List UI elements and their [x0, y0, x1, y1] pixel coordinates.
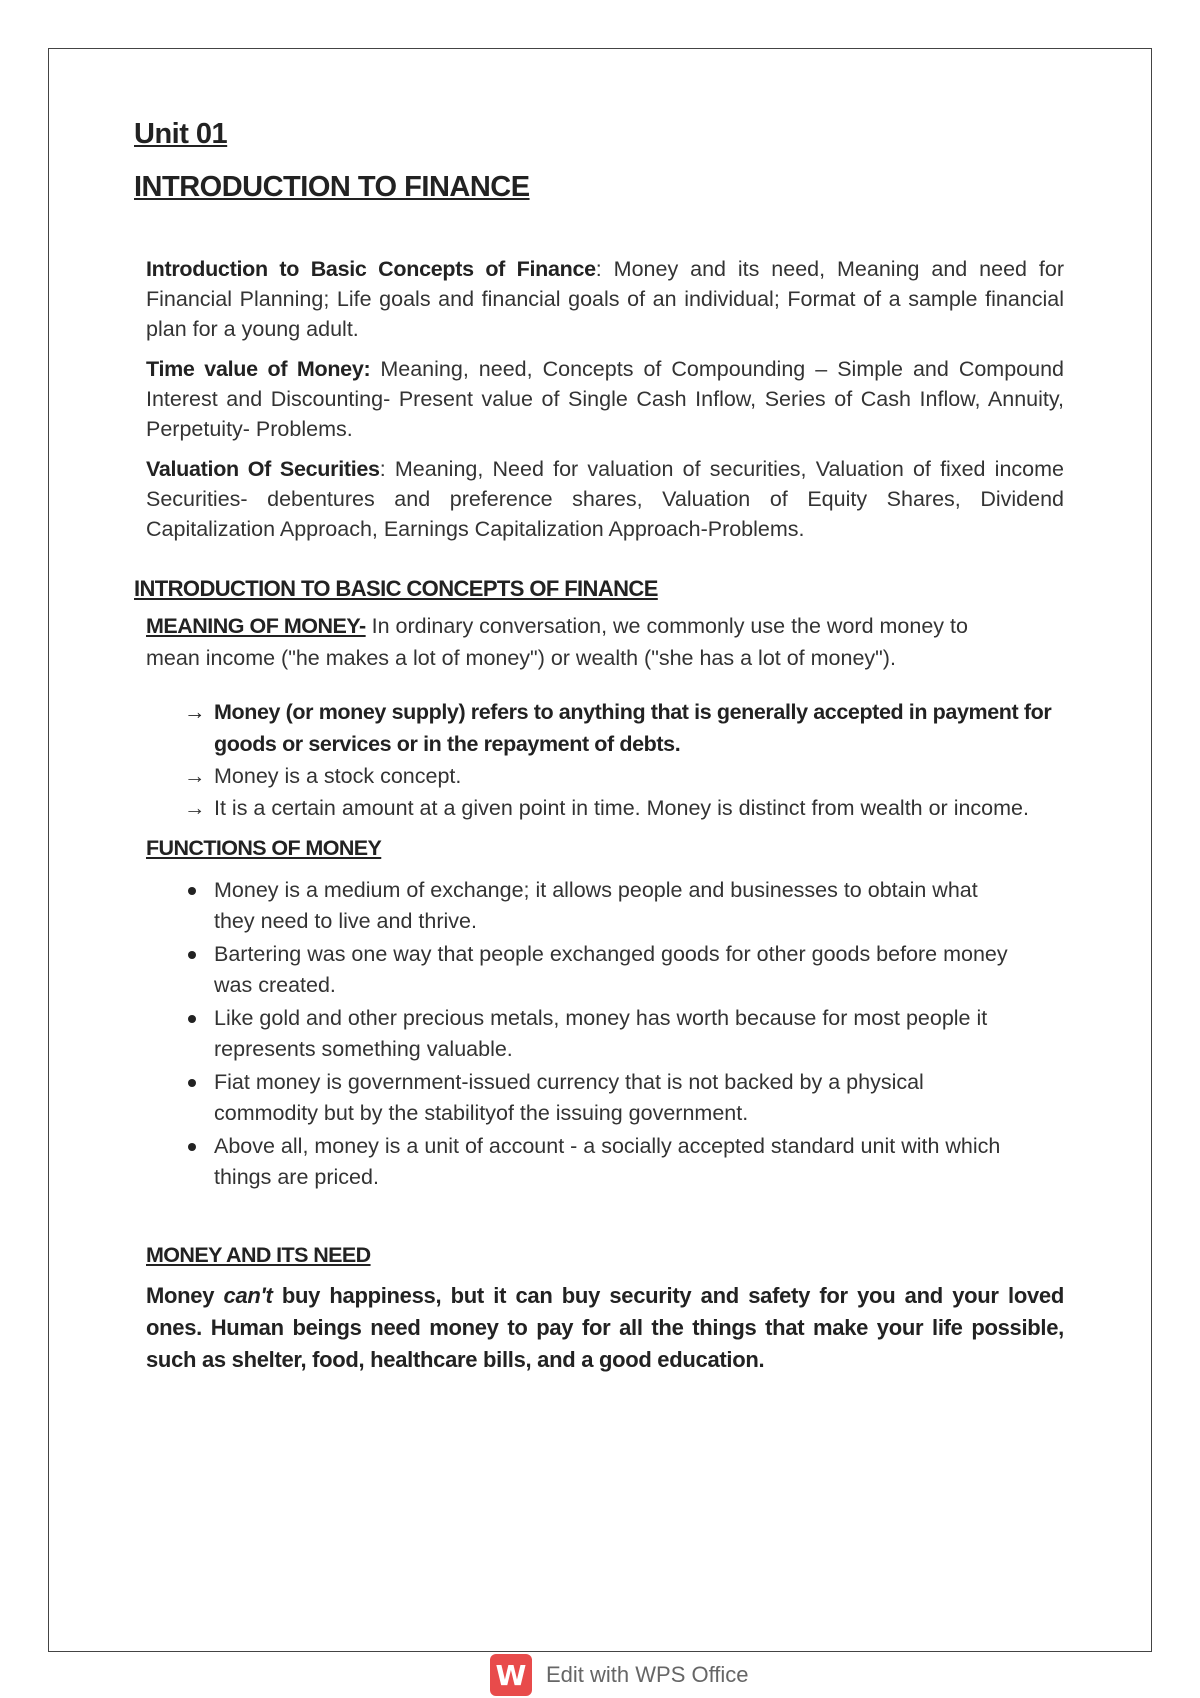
list-item	[184, 939, 1014, 1001]
need-text-italic: can't	[223, 1282, 273, 1308]
syllabus-heading: Time value of Money:	[146, 357, 371, 381]
syllabus-text: : Meaning, Need for valuation of securities, Valuation of fixed income Securities- debentures and preference shares, Valuation of Equity Shares, Dividend Capitalization Approach, Earnings Capitalization Approach-Problems.	[146, 457, 1064, 541]
syllabus-text: Meaning, need, Concepts of Compounding – Simple and Compound Interest and Discounting- Present value of Single Cash Inflow, Series of Cash Inflow, Annuity, Perpetuity- Problems.	[146, 357, 1065, 441]
point-text: Money (or money supply) refers to anything that is generally accepted in payment for goods or services or in the repayment of debts.	[214, 699, 1052, 756]
meaning-heading: MEANING OF MONEY-	[146, 614, 366, 638]
function-text: Fiat money is government-issued currency that is not backed by a physical commodity but by the stabilityof the issuing government.	[214, 1069, 924, 1125]
function-text: Like gold and other precious metals, money has worth because for most people it represents something valuable.	[214, 1005, 988, 1061]
arrow-right-icon: →	[184, 699, 206, 724]
wps-logo-icon[interactable]: W	[490, 1654, 532, 1696]
bullet-icon	[188, 1015, 196, 1023]
need-title: MONEY AND ITS NEED	[146, 1242, 371, 1267]
syllabus-heading: Valuation Of Securities	[146, 457, 380, 481]
syllabus	[146, 254, 1064, 544]
wps-footer[interactable]	[490, 1653, 749, 1697]
need-text-rest: buy happiness, but it can buy security and safety for you and your loved ones. Human beings need money to pay for all the things that make your life possible, such as shelter, food, healthcare bills, and a good education.	[146, 1282, 1064, 1372]
syllabus-paragraph	[146, 254, 1064, 344]
functions-title: FUNCTIONS OF MONEY	[146, 835, 382, 860]
point-text: Money is a stock concept.	[214, 763, 462, 788]
meaning-paragraph	[146, 610, 1026, 674]
arrow-right-icon: →	[184, 763, 206, 788]
function-text: Above all, money is a unit of account - a socially accepted standard unit with which things are priced.	[214, 1133, 1001, 1189]
point-text: It is a certain amount at a given point in time. Money is distinct from wealth or income.	[214, 795, 1029, 820]
wps-edit-link[interactable]: Edit with WPS Office	[546, 1662, 749, 1687]
list-item	[184, 1067, 1014, 1129]
money-points	[134, 696, 1064, 824]
need-text-start: Money	[146, 1282, 224, 1308]
list-item	[184, 1131, 1014, 1193]
list-item	[184, 1003, 1014, 1065]
document-content	[134, 118, 1064, 1376]
function-text: Money is a medium of exchange; it allows people and businesses to obtain what they need to live and thrive.	[214, 877, 978, 933]
syllabus-paragraph	[146, 454, 1064, 544]
list-item	[184, 792, 1064, 824]
functions-list	[134, 875, 1064, 1193]
list-item	[184, 696, 1064, 760]
bullet-icon	[188, 951, 196, 959]
section-title: INTRODUCTION TO BASIC CONCEPTS OF FINANCE	[134, 576, 658, 601]
meaning-text: In ordinary conversation, we commonly use the word money to mean income ("he makes a lot of money") or wealth ("she has a lot of money").	[146, 614, 968, 670]
syllabus-heading: Introduction to Basic Concepts of Finance	[146, 257, 596, 281]
syllabus-text: : Money and its need, Meaning and need for Financial Planning; Life goals and financial goals of an individual; Format of a sample financial plan for a young adult.	[146, 257, 1064, 341]
list-item	[184, 875, 1014, 937]
list-item	[184, 760, 1064, 792]
page-title: INTRODUCTION TO FINANCE	[134, 171, 530, 203]
bullet-icon	[188, 1079, 196, 1087]
need-paragraph	[146, 1280, 1064, 1376]
arrow-right-icon: →	[184, 795, 206, 820]
syllabus-paragraph	[146, 354, 1064, 444]
bullet-icon	[188, 887, 196, 895]
unit-title: Unit 01	[134, 118, 228, 150]
function-text: Bartering was one way that people exchanged goods for other goods before money was created.	[214, 941, 1008, 997]
bullet-icon	[188, 1143, 196, 1151]
